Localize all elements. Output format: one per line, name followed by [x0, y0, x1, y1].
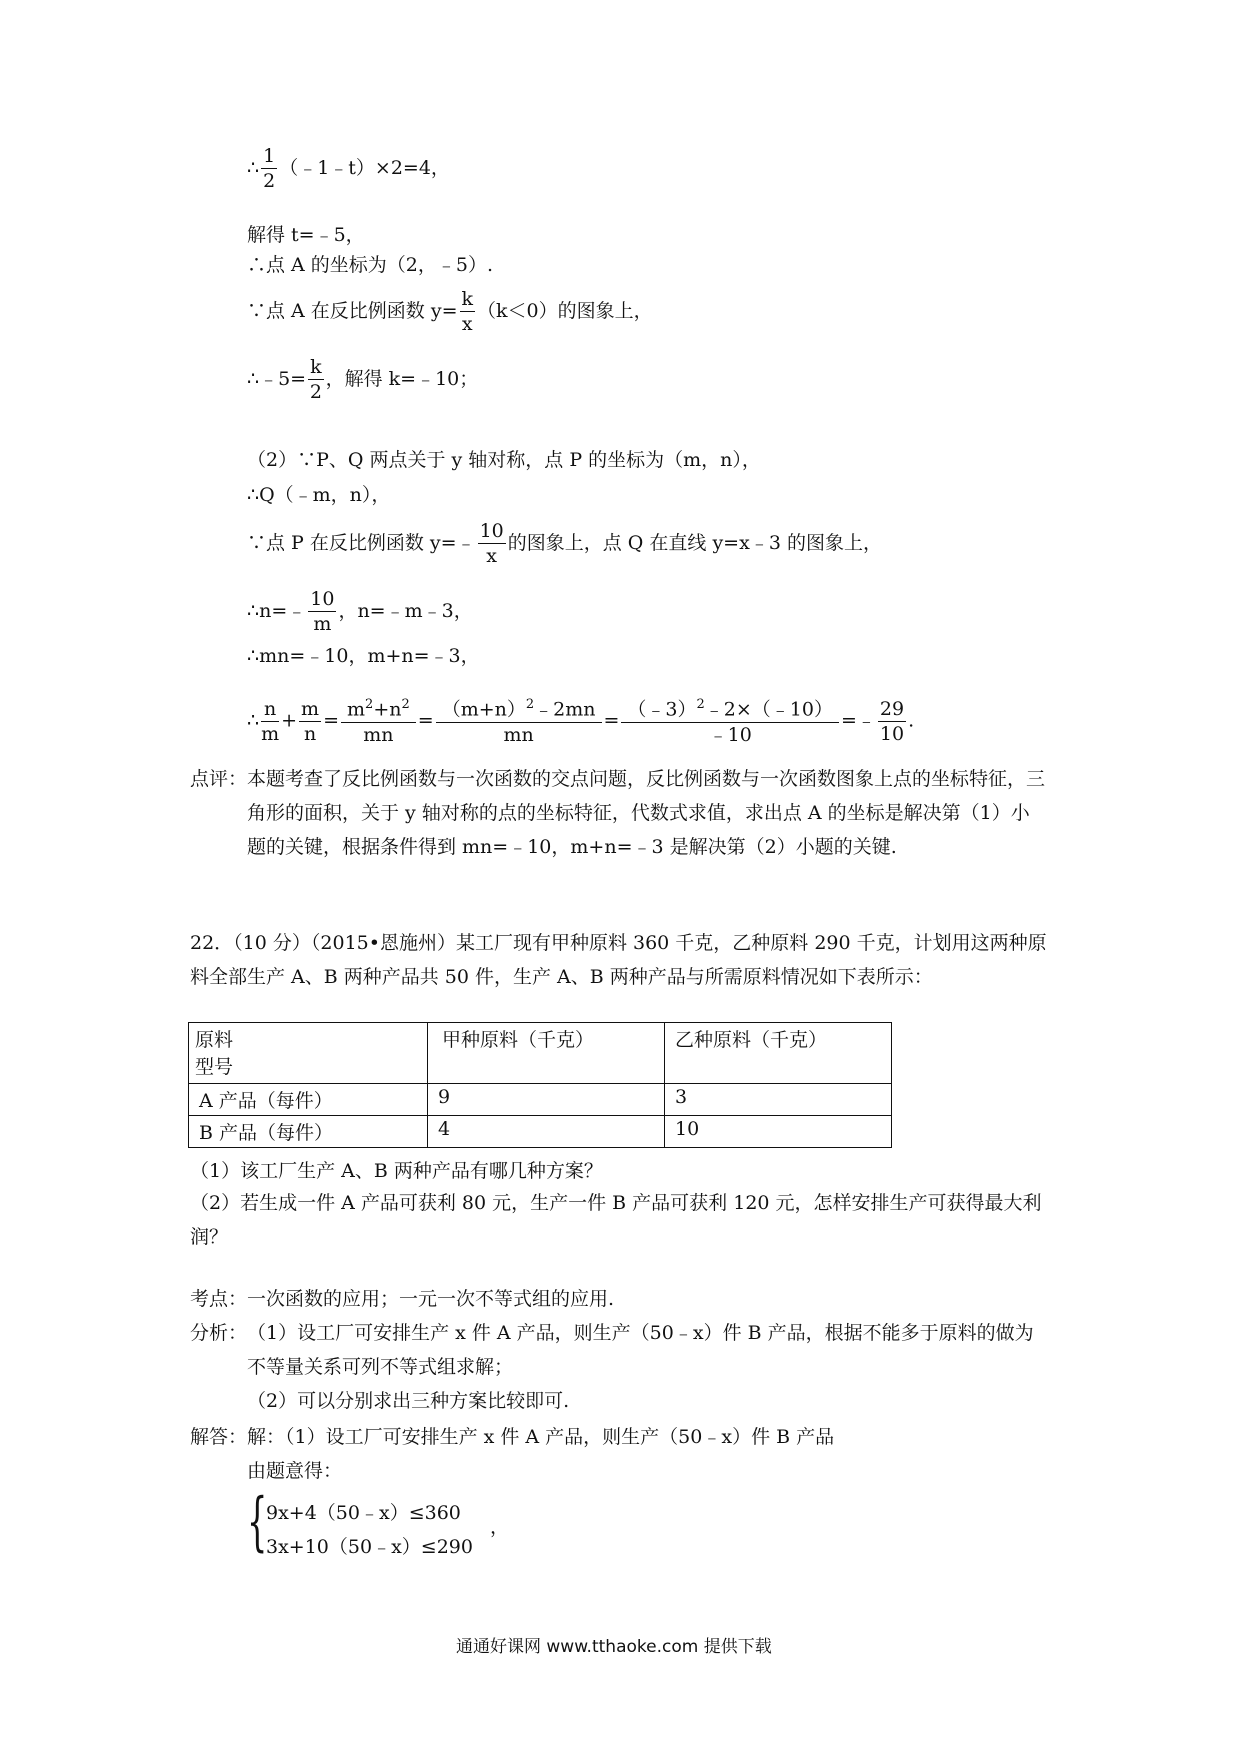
- expression: 的图象上，点 Q 在直线 y=x﹣3 的图象上，: [507, 532, 882, 554]
- comment-label: 点评：: [190, 768, 248, 790]
- term: （m+n）: [441, 698, 526, 721]
- fenxi-label: 分析：: [190, 1322, 248, 1344]
- expression: （﹣1﹣t）×2=4，: [279, 157, 450, 179]
- term: +n: [373, 698, 402, 721]
- therefore-symbol: ∴: [247, 709, 260, 732]
- exponent: 2: [525, 697, 535, 712]
- denominator: n: [303, 722, 317, 745]
- fraction: [460, 290, 476, 334]
- numerator: [436, 698, 602, 723]
- numerator: 10: [310, 588, 335, 610]
- operator: =: [603, 709, 620, 732]
- operator: =: [417, 709, 434, 732]
- inequality: 9x+4（50﹣x）≤360: [266, 1502, 461, 1524]
- fraction: [308, 358, 324, 402]
- denominator: x: [461, 313, 473, 335]
- fraction: [261, 697, 280, 745]
- expression: ∴n=﹣: [247, 600, 307, 622]
- solution-line: ∴点 A 的坐标为（2，﹣5）.: [247, 254, 494, 276]
- table-cell: 10: [665, 1116, 892, 1148]
- numerator: k: [310, 356, 322, 378]
- jieda-text: 由题意得：: [247, 1460, 343, 1482]
- jieda-label: 解答：: [190, 1426, 248, 1448]
- fraction: [299, 697, 321, 745]
- denominator: mn: [363, 724, 394, 747]
- denominator: ﹣10: [708, 724, 752, 747]
- fenxi-text: （1）设工厂可安排生产 x 件 A 产品，则生产（50﹣x）件 B 产品，根据不能多于原料的做为不等量关系可列不等式组求解；: [247, 1322, 1034, 1378]
- numerator: [341, 698, 416, 723]
- system-brace: {: [247, 1485, 268, 1559]
- numerator: 29: [879, 697, 905, 720]
- fraction: [621, 698, 839, 745]
- operator: =: [323, 709, 339, 732]
- numerator: n: [261, 700, 279, 722]
- numerator: 1: [263, 145, 276, 167]
- expression: ∵点 A 在反比例函数 y=: [247, 300, 458, 322]
- question-part-2: （2）若生成一件 A 产品可获利 80 元，生产一件 B 产品可获利 120 元，怎样安排生产可获得最大利润？: [190, 1192, 1042, 1248]
- denominator: m: [261, 722, 280, 745]
- fraction: [478, 522, 506, 566]
- table-row: [189, 1116, 892, 1148]
- fraction: [878, 697, 906, 745]
- comment-text: 本题考查了反比例函数与一次函数的交点问题，反比例函数与一次函数图象上点的坐标特征，三角形的面积，关于 y 轴对称的点的坐标特征，代数式求值，求出点 A 的坐标是解决第（1）小题的关键，根据条件得到 mn=﹣10，m+n=﹣3 是解决第（2）小题的关键.: [247, 768, 1046, 858]
- expression: ，解得 k=﹣10；: [325, 368, 479, 390]
- table-corner-cell: [189, 1023, 428, 1084]
- solution-line: [247, 590, 473, 634]
- numerator: 10: [479, 520, 504, 542]
- solution-line: [247, 290, 653, 334]
- table-row-label: A 产品（每件）: [189, 1084, 428, 1116]
- table-cell: 4: [428, 1116, 665, 1148]
- numerator: k: [461, 288, 474, 310]
- exponent: 2: [696, 697, 705, 712]
- denominator: 10: [879, 722, 905, 745]
- jieda-text: 解：（1）设工厂可安排生产 x 件 A 产品，则生产（50﹣x）件 B 产品: [247, 1426, 835, 1448]
- exponent: 2: [365, 697, 374, 712]
- period: .: [908, 709, 915, 732]
- therefore-symbol: ∴: [247, 157, 260, 179]
- question-part-1: （1）该工厂生产 A、B 两种产品有哪几种方案？: [190, 1160, 603, 1182]
- numerator: [621, 698, 839, 723]
- fraction: [308, 590, 336, 634]
- question-22-text: 22．（10 分）（2015•恩施州）某工厂现有甲种原料 360 千克，乙种原料 290 千克，计划用这两种原料全部生产 A、B 两种产品共 50 件，生产 A、B 两种产品与所需原料情况如下表所示：: [190, 932, 1047, 988]
- solution-line: [247, 147, 450, 191]
- term: ﹣2×（﹣10）: [704, 698, 833, 721]
- fraction: [436, 698, 602, 745]
- solution-line: [247, 358, 478, 402]
- fenxi-text: （2）可以分别求出三种方案比较即可.: [247, 1390, 570, 1412]
- materials-table: [188, 1022, 892, 1148]
- table-row: [189, 1084, 892, 1116]
- denominator: mn: [503, 724, 534, 747]
- expression: ∵点 P 在反比例函数 y=﹣: [247, 532, 476, 554]
- denominator: 2: [309, 381, 322, 403]
- table-header-cell: 乙种原料（千克）: [665, 1023, 892, 1084]
- table-cell: 9: [428, 1084, 665, 1116]
- solution-line: [247, 698, 914, 745]
- expression: （k＜0）的图象上，: [477, 300, 653, 322]
- table-header-cell: 甲种原料（千克）: [428, 1023, 665, 1084]
- term: （﹣3）: [627, 698, 697, 721]
- expression: ∴﹣5=: [247, 368, 307, 390]
- corner-label: 型号: [195, 1056, 234, 1078]
- term: m: [347, 698, 366, 721]
- corner-label: 原料: [195, 1029, 234, 1051]
- fraction: [261, 147, 277, 191]
- denominator: 2: [263, 170, 276, 192]
- solution-line: 解得 t=﹣5，: [247, 224, 365, 246]
- solution-line: （2）∵P、Q 两点关于 y 轴对称，点 P 的坐标为（m，n），: [247, 449, 761, 471]
- inequality-comma: ，: [490, 1516, 510, 1538]
- kaodian-label: 考点：: [190, 1288, 248, 1310]
- expression: ，n=﹣m﹣3，: [338, 600, 473, 622]
- footer-credit: 通通好课网 www.tthaoke.com 提供下载: [456, 1637, 772, 1657]
- term: ﹣2mn: [534, 698, 596, 721]
- denominator: m: [313, 613, 332, 635]
- table-header-row: [189, 1023, 892, 1084]
- fraction: [341, 698, 416, 745]
- solution-line: ∴Q（﹣m，n），: [247, 484, 391, 506]
- numerator: m: [301, 697, 320, 720]
- operator: =﹣: [840, 709, 876, 732]
- operator: +: [281, 709, 298, 732]
- table-cell: 3: [665, 1084, 892, 1116]
- solution-line: ∴mn=﹣10，m+n=﹣3，: [247, 645, 480, 667]
- exponent: 2: [401, 697, 410, 712]
- table-row-label: B 产品（每件）: [189, 1116, 428, 1148]
- solution-line: [247, 522, 882, 566]
- inequality: 3x+10（50﹣x）≤290: [266, 1536, 473, 1558]
- denominator: x: [486, 545, 498, 567]
- kaodian-text: 一次函数的应用；一元一次不等式组的应用.: [247, 1288, 615, 1310]
